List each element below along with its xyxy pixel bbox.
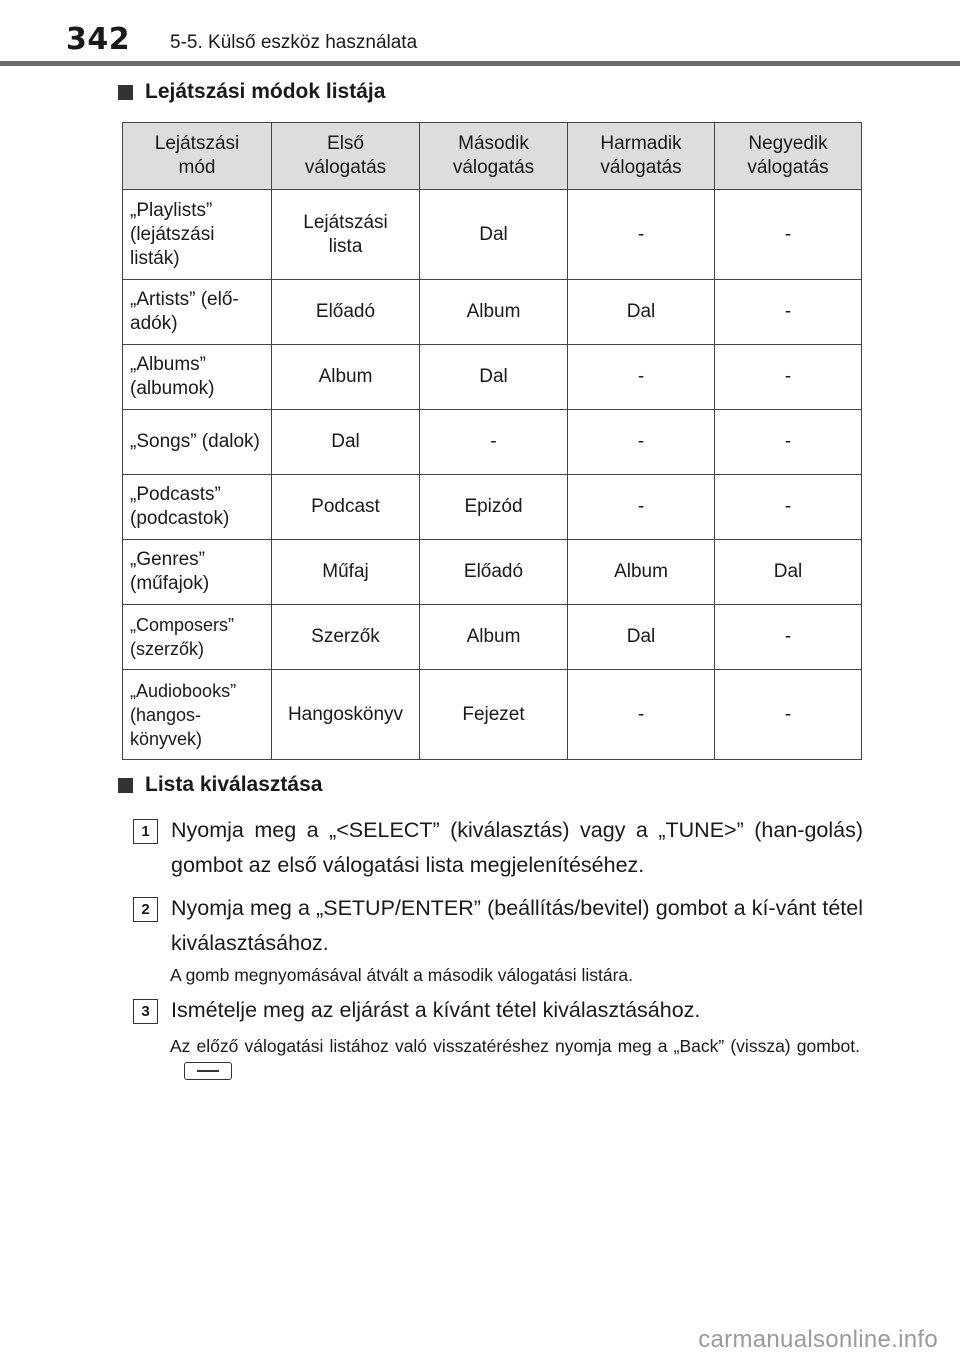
table-cell: Album	[272, 345, 420, 410]
step-item	[133, 813, 863, 883]
table-cell: Dal	[568, 280, 715, 345]
table-cell: Dal	[420, 345, 568, 410]
step-text: Ismételje meg az eljárást a kívánt tétel kiválasztásához.	[171, 998, 701, 1022]
step-number-badge: 1	[133, 819, 158, 844]
table-cell: Szerzők	[272, 605, 420, 670]
header-cell-fourth: Negyedik válogatás	[715, 123, 862, 190]
table-cell: Epizód	[420, 475, 568, 540]
note-text: Az előző válogatási listához való visszatéréshez nyomja meg a „Back” (vissza) gombot.	[170, 1036, 860, 1056]
note-after-step-3	[170, 1034, 860, 1082]
chapter-title: 5-5. Külső eszköz használata	[170, 32, 418, 53]
table-row	[123, 410, 862, 475]
mode-cell: „Albums” (albumok)	[123, 345, 272, 410]
mode-cell: „Playlists” (lejátszási listák)	[123, 190, 272, 280]
note-after-step-2: A gomb megnyomásával átvált a második válogatási listára.	[170, 965, 634, 985]
header-cell-first: Első válogatás	[272, 123, 420, 190]
page-number: 342	[66, 22, 131, 57]
table-cell: Album	[568, 540, 715, 605]
table-cell: Előadó	[272, 280, 420, 345]
section-heading-text: Lista kiválasztása	[145, 773, 323, 796]
table-cell: Műfaj	[272, 540, 420, 605]
table-cell: Album	[420, 605, 568, 670]
section-heading-modes	[118, 80, 385, 104]
table-cell: Album	[420, 280, 568, 345]
step-number-badge: 2	[133, 897, 158, 922]
mode-cell: „Artists” (elő-adók)	[123, 280, 272, 345]
table-row	[123, 605, 862, 670]
square-bullet-icon	[118, 85, 133, 100]
table-cell: -	[715, 475, 862, 540]
table-header-row	[123, 123, 862, 190]
mode-cell: „Songs” (dalok)	[123, 410, 272, 475]
table-row	[123, 190, 862, 280]
table-cell: -	[420, 410, 568, 475]
table-row	[123, 475, 862, 540]
table-row	[123, 280, 862, 345]
table-cell: -	[715, 190, 862, 280]
table-cell: -	[568, 345, 715, 410]
table-cell: -	[568, 670, 715, 760]
table-cell: -	[715, 410, 862, 475]
header-cell-mode: Lejátszási mód	[123, 123, 272, 190]
step-text: Nyomja meg a „<SELECT” (kiválasztás) vagy a „TUNE>” (han-golás) gombot az első válogatási lista megjelenítéséhez.	[171, 818, 863, 877]
step-item	[133, 993, 863, 1028]
table-row	[123, 345, 862, 410]
table-cell: Előadó	[420, 540, 568, 605]
table-cell: Podcast	[272, 475, 420, 540]
square-bullet-icon	[118, 778, 133, 793]
back-button-icon	[184, 1062, 232, 1080]
mode-cell: „Composers” (szerzők)	[123, 605, 272, 670]
header-cell-second: Második válogatás	[420, 123, 568, 190]
step-number-badge: 3	[133, 999, 158, 1024]
table-row	[123, 540, 862, 605]
watermark: carmanualsonline.info	[698, 1326, 938, 1353]
table-cell: Dal	[420, 190, 568, 280]
header-divider	[0, 61, 960, 66]
table-cell: -	[568, 410, 715, 475]
section-heading-list-select	[118, 773, 322, 797]
table-cell: -	[568, 475, 715, 540]
playback-modes-table	[122, 122, 862, 760]
section-heading-text: Lejátszási módok listája	[145, 80, 386, 103]
table-cell: Fejezet	[420, 670, 568, 760]
mode-cell: „Podcasts” (podcastok)	[123, 475, 272, 540]
table-cell: -	[715, 670, 862, 760]
table-cell: -	[715, 605, 862, 670]
table-cell: Dal	[272, 410, 420, 475]
table-cell: Hangoskönyv	[272, 670, 420, 760]
table-cell: Dal	[715, 540, 862, 605]
table-cell: -	[715, 280, 862, 345]
header-cell-third: Harmadik válogatás	[568, 123, 715, 190]
mode-cell: „Genres” (műfajok)	[123, 540, 272, 605]
table-row	[123, 670, 862, 760]
mode-cell: „Audiobooks” (hangos-könyvek)	[123, 670, 272, 760]
step-item	[133, 891, 863, 961]
step-text: Nyomja meg a „SETUP/ENTER” (beállítás/bevitel) gombot a kí-vánt tétel kiválasztásához.	[171, 896, 863, 955]
table-cell: -	[715, 345, 862, 410]
table-cell: Lejátszási lista	[272, 190, 420, 280]
table-cell: Dal	[568, 605, 715, 670]
table-cell: -	[568, 190, 715, 280]
